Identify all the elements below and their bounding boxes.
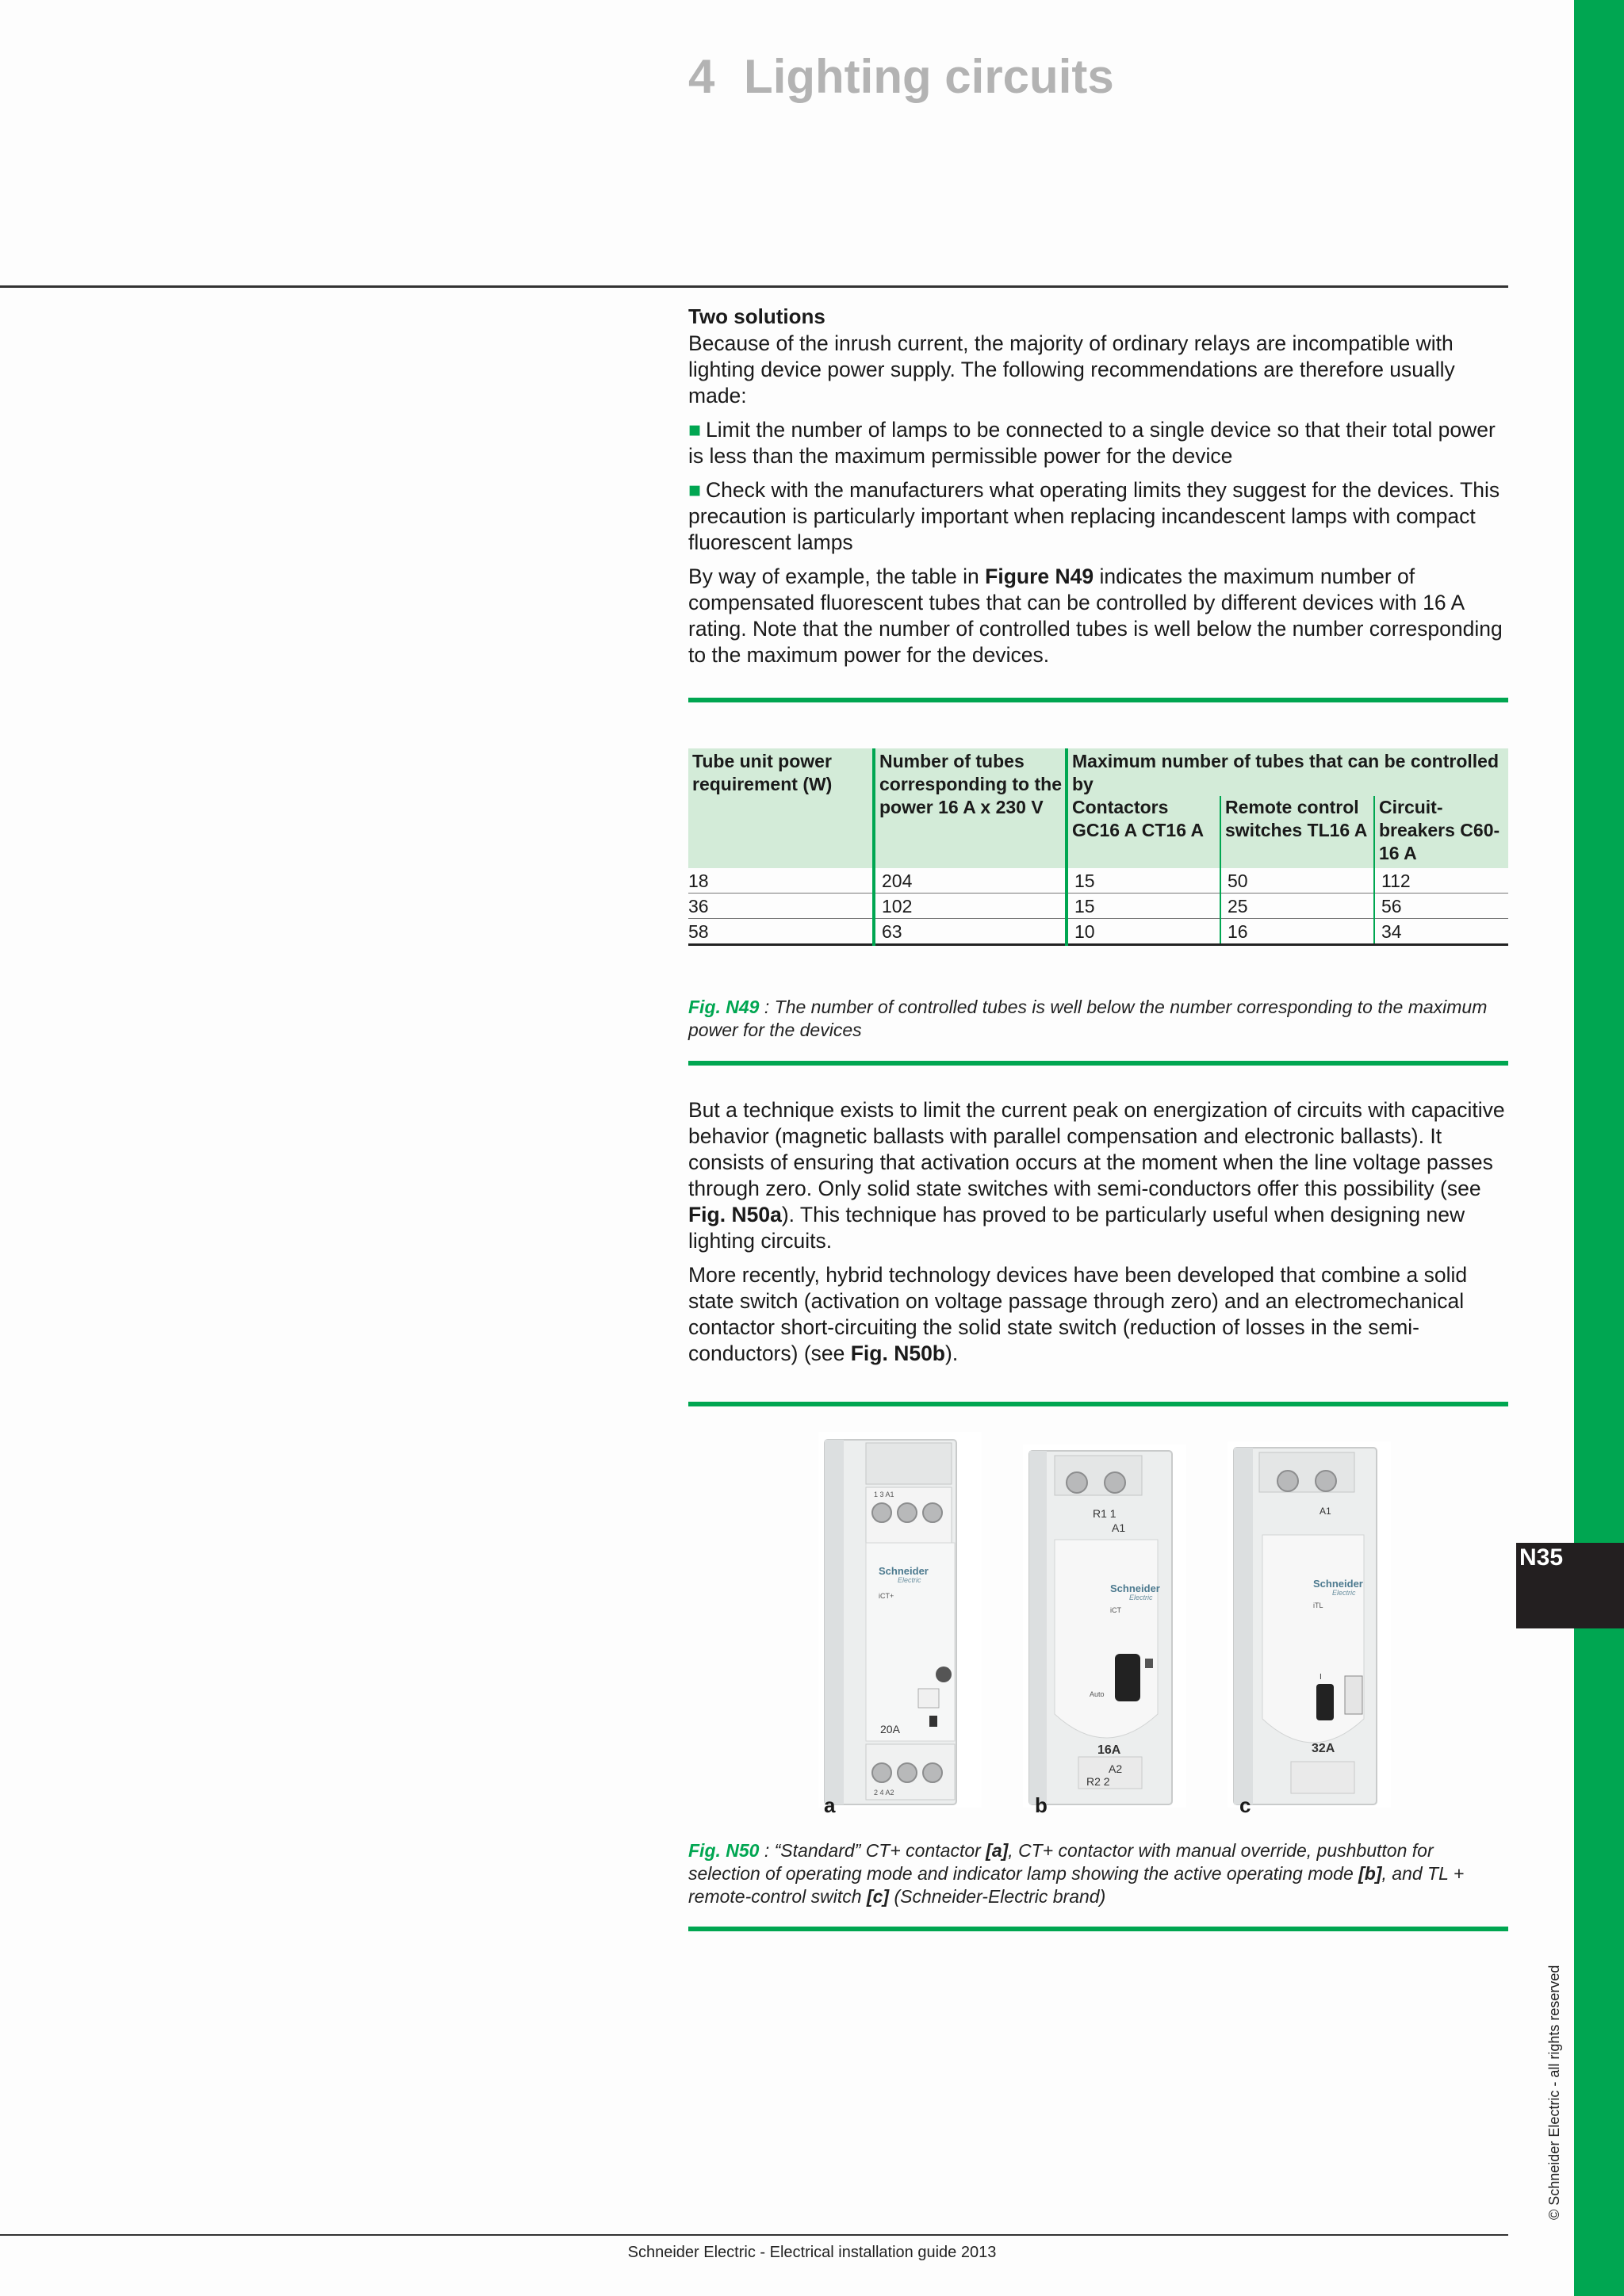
table-cell: 15 — [1067, 868, 1220, 894]
bullet-item: ■ Check with the manufacturers what operating limits they suggest for the devices. This precaution is particularly important when replacing incandescent lamps with compact fluorescent lamps — [688, 478, 1500, 554]
col-header-tubes: Number of tubes corresponding to the power 16 A x 230 V — [874, 748, 1067, 868]
figure-top-rule — [688, 698, 1508, 702]
contactor-ict-manual-override-image — [1023, 1445, 1186, 1808]
svg-text:Electric: Electric — [898, 1576, 921, 1584]
terminal-labels-top: 1 3 A1 — [874, 1490, 894, 1498]
section-heading: Two solutions — [688, 304, 825, 328]
table-cell: 18 — [688, 868, 874, 894]
product-label-a: a — [824, 1793, 836, 1817]
terminal-labels-top: R1 1 — [1093, 1507, 1116, 1520]
figure-reference: Fig. N50b — [850, 1341, 945, 1365]
table-cell: 63 — [874, 919, 1067, 945]
figure-n49-caption: Fig. N49 : The number of controlled tubes is well below the number corresponding to the maximum power for the devices — [688, 997, 1488, 1040]
remote-control-switch-itl-image — [1228, 1441, 1391, 1808]
copyright-notice: © Schneider Electric - all rights reserved — [1546, 1965, 1562, 2220]
brand-logo: Schneider — [879, 1565, 929, 1577]
figure-reference: Figure N49 — [985, 564, 1094, 588]
col-header-contactors: Contactors GC16 A CT16 A — [1067, 796, 1220, 868]
contactor-ict-plus-image — [818, 1432, 982, 1808]
body-paragraph: More recently, hybrid technology devices have been developed that combine a solid state switch (activation on voltage passage through zero) and an electromechanical contactor short-circuiting the solid state switch (reduction of losses in the semi-conductors) (see Fig. N50b). — [688, 1263, 1468, 1365]
figure-top-rule — [688, 1402, 1508, 1406]
current-rating: 16A — [1097, 1743, 1121, 1757]
section-two-solutions — [688, 304, 1508, 676]
table-cell: 25 — [1220, 894, 1374, 919]
chapter-number: 4 — [688, 50, 715, 103]
terminal-labels-bottom: 2 4 A2 — [874, 1789, 894, 1797]
section-technique — [688, 1097, 1508, 1375]
table-cell: 34 — [1374, 919, 1508, 945]
table-row — [688, 919, 1508, 945]
chapter-name: Lighting circuits — [744, 50, 1114, 103]
table-cell: 36 — [688, 894, 874, 919]
svg-text:iCT+: iCT+ — [879, 1592, 894, 1600]
footer-rule — [0, 2234, 1508, 2236]
toggle-lever-icon — [1316, 1684, 1334, 1720]
terminal-labels-bottom: R2 2 — [1086, 1775, 1110, 1788]
figure-bottom-rule — [688, 1061, 1508, 1066]
table-cell: 56 — [1374, 894, 1508, 919]
table-cell: 112 — [1374, 868, 1508, 894]
figure-reference: Fig. N50a — [688, 1203, 782, 1226]
tubes-table — [688, 748, 1508, 946]
svg-text:A2: A2 — [1109, 1762, 1123, 1775]
table-cell: 50 — [1220, 868, 1374, 894]
page-footer: Schneider Electric - Electrical installation guide 2013 — [627, 2244, 997, 2261]
svg-text:I: I — [1320, 1673, 1322, 1682]
figure-bottom-rule — [688, 1927, 1508, 1931]
svg-text:A1: A1 — [1320, 1506, 1331, 1517]
example-paragraph: By way of example, the table in Figure N49 indicates the maximum number of compensated fluorescent tubes that can be controlled by different devices with 16 A rating. Note that the number of controlled tubes is well below the number corresponding to the maximum power for the devices. — [688, 564, 1503, 667]
table-cell: 102 — [874, 894, 1067, 919]
product-label-c: c — [1239, 1793, 1251, 1817]
table-cell: 15 — [1067, 894, 1220, 919]
table-row — [688, 894, 1508, 919]
col-header-power: Tube unit power requirement (W) — [688, 748, 874, 868]
table-cell: 16 — [1220, 919, 1374, 945]
side-accent-bar — [1574, 0, 1624, 2296]
svg-text:Auto: Auto — [1090, 1690, 1105, 1698]
body-paragraph: But a technique exists to limit the current peak on energization of circuits with capacitive behavior (magnetic ballasts with parallel compensation and electronic ballasts). It consists of ensuring that activation occurs at the moment when the line voltage passes through zero. Only solid state switches with semi-conductors offer this possibility (see Fig. N50a). This technique has proved to be particularly useful when designing new lighting circuits. — [688, 1098, 1505, 1253]
brand-logo: Schneider — [1110, 1582, 1160, 1594]
product-label-b: b — [1035, 1793, 1048, 1817]
col-header-breakers: Circuit-breakers C60-16 A — [1374, 796, 1508, 868]
square-bullet-icon: ■ — [688, 418, 702, 442]
svg-text:iTL: iTL — [1313, 1601, 1323, 1609]
table-row — [688, 868, 1508, 894]
svg-text:Electric: Electric — [1129, 1594, 1153, 1601]
bullet-item: ■ Limit the number of lamps to be connected to a single device so that their total power is less than the maximum permissible power for the device — [688, 418, 1496, 468]
intro-paragraph: Because of the inrush current, the majority of ordinary relays are incompatible with lighting device power supply. The following recommendations are therefore usually made: — [688, 331, 1455, 408]
current-rating: 20A — [880, 1723, 900, 1735]
override-selector-icon — [1115, 1654, 1140, 1701]
header-rule — [0, 285, 1508, 288]
svg-text:Electric: Electric — [1332, 1589, 1356, 1597]
svg-text:A1: A1 — [1112, 1521, 1126, 1534]
page-number-tab: N35 — [1516, 1543, 1624, 1628]
figure-n50-caption: Fig. N50 : “Standard” CT+ contactor [a], CT+ contactor with manual override, pushbutton for selection of operating mode and indicator lamp showing the active operating mode [b], and TL + remote-control switch [c] (Schneider-Electric brand) — [688, 1840, 1465, 1907]
col-header-remote: Remote control switches TL16 A — [1220, 796, 1374, 868]
col-group-header: Maximum number of tubes that can be controlled by — [1067, 748, 1508, 796]
current-rating: 32A — [1312, 1742, 1335, 1755]
table-cell: 58 — [688, 919, 874, 945]
chapter-title — [688, 49, 1114, 104]
svg-text:iCT: iCT — [1110, 1606, 1121, 1614]
square-bullet-icon: ■ — [688, 478, 702, 502]
brand-logo: Schneider — [1313, 1578, 1363, 1590]
table-cell: 204 — [874, 868, 1067, 894]
table-cell: 10 — [1067, 919, 1220, 945]
